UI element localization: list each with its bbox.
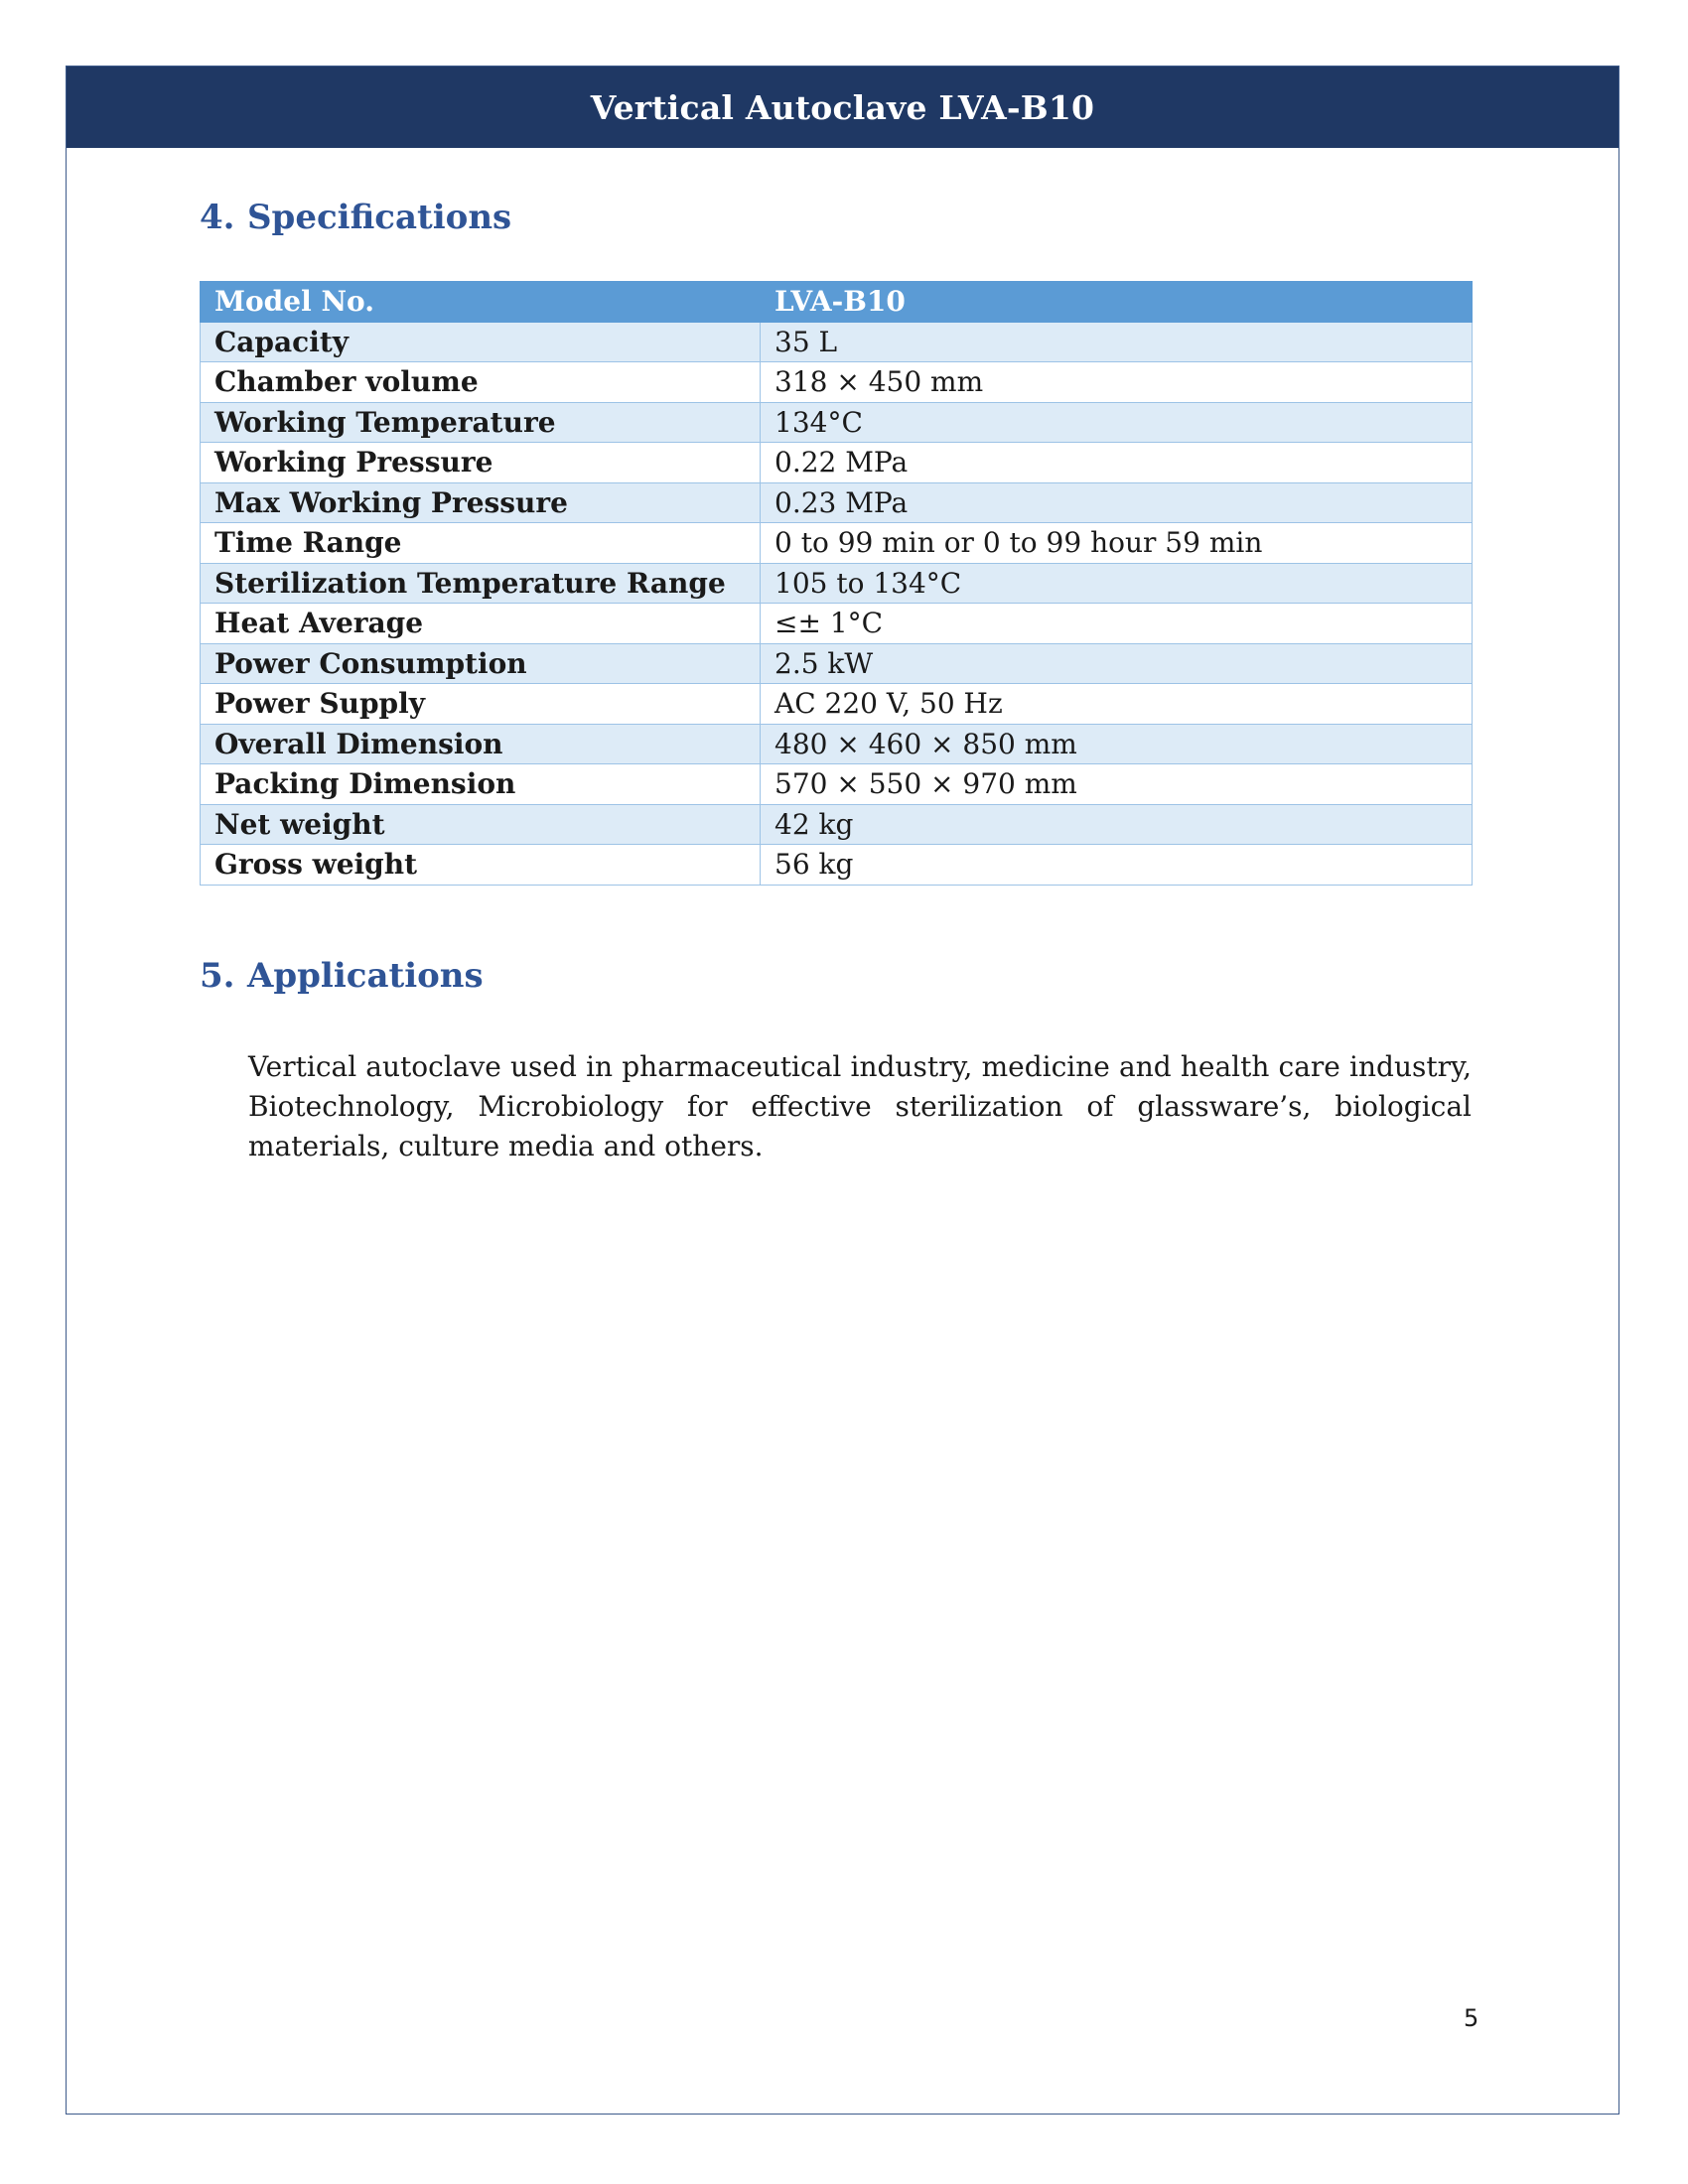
- spec-value: ≤± 1°C: [761, 604, 1473, 644]
- document-title: Vertical Autoclave LVA-B10: [590, 87, 1095, 127]
- spec-label: Max Working Pressure: [201, 482, 761, 523]
- specifications-table-body: [201, 322, 1473, 885]
- page-number: 5: [1464, 2004, 1479, 2032]
- spec-label: Heat Average: [201, 604, 761, 644]
- table-header-row: [201, 282, 1473, 323]
- document-header: [67, 67, 1618, 148]
- specifications-heading-number: 4.: [200, 198, 235, 237]
- spec-label: Working Pressure: [201, 443, 761, 483]
- spec-value: AC 220 V, 50 Hz: [761, 684, 1473, 725]
- spec-value: 480 × 460 × 850 mm: [761, 724, 1473, 764]
- spec-value: 0 to 99 min or 0 to 99 hour 59 min: [761, 523, 1473, 564]
- table-row: [201, 402, 1473, 443]
- spec-value: 318 × 450 mm: [761, 362, 1473, 403]
- table-header-label: Model No.: [201, 282, 761, 323]
- spec-value: 0.22 MPa: [761, 443, 1473, 483]
- table-row: [201, 563, 1473, 604]
- table-row: [201, 724, 1473, 764]
- table-row: [201, 322, 1473, 362]
- specifications-heading-title: Specifications: [247, 198, 512, 237]
- spec-label: Sterilization Temperature Range: [201, 563, 761, 604]
- applications-heading-number: 5.: [200, 956, 235, 996]
- specifications-table: [200, 281, 1473, 886]
- spec-label: Power Supply: [201, 684, 761, 725]
- page-frame: [66, 66, 1619, 2115]
- table-row: [201, 443, 1473, 483]
- spec-value: 134°C: [761, 402, 1473, 443]
- spec-label: Gross weight: [201, 845, 761, 886]
- spec-value: 0.23 MPa: [761, 482, 1473, 523]
- table-row: [201, 643, 1473, 684]
- spec-value: 105 to 134°C: [761, 563, 1473, 604]
- applications-paragraph: Vertical autoclave used in pharmaceutical industry, medicine and health care industry, Biotechnology, Microbiology for effective sterilization of glassware’s, biological materials, culture media and others.: [248, 1050, 1472, 1162]
- spec-label: Overall Dimension: [201, 724, 761, 764]
- spec-label: Working Temperature: [201, 402, 761, 443]
- spec-value: 570 × 550 × 970 mm: [761, 764, 1473, 805]
- table-row: [201, 845, 1473, 886]
- spec-label: Power Consumption: [201, 643, 761, 684]
- table-header-value: LVA-B10: [761, 282, 1473, 323]
- spec-label: Net weight: [201, 804, 761, 845]
- applications-heading-title: Applications: [247, 956, 484, 996]
- spec-label: Packing Dimension: [201, 764, 761, 805]
- specifications-heading: [200, 198, 511, 237]
- table-row: [201, 604, 1473, 644]
- spec-value: 35 L: [761, 322, 1473, 362]
- table-row: [201, 482, 1473, 523]
- spec-label: Capacity: [201, 322, 761, 362]
- table-row: [201, 804, 1473, 845]
- table-row: [201, 764, 1473, 805]
- spec-label: Time Range: [201, 523, 761, 564]
- table-row: [201, 684, 1473, 725]
- applications-heading: [200, 956, 484, 996]
- table-row: [201, 523, 1473, 564]
- spec-value: 2.5 kW: [761, 643, 1473, 684]
- table-row: [201, 362, 1473, 403]
- spec-value: 42 kg: [761, 804, 1473, 845]
- spec-value: 56 kg: [761, 845, 1473, 886]
- spec-label: Chamber volume: [201, 362, 761, 403]
